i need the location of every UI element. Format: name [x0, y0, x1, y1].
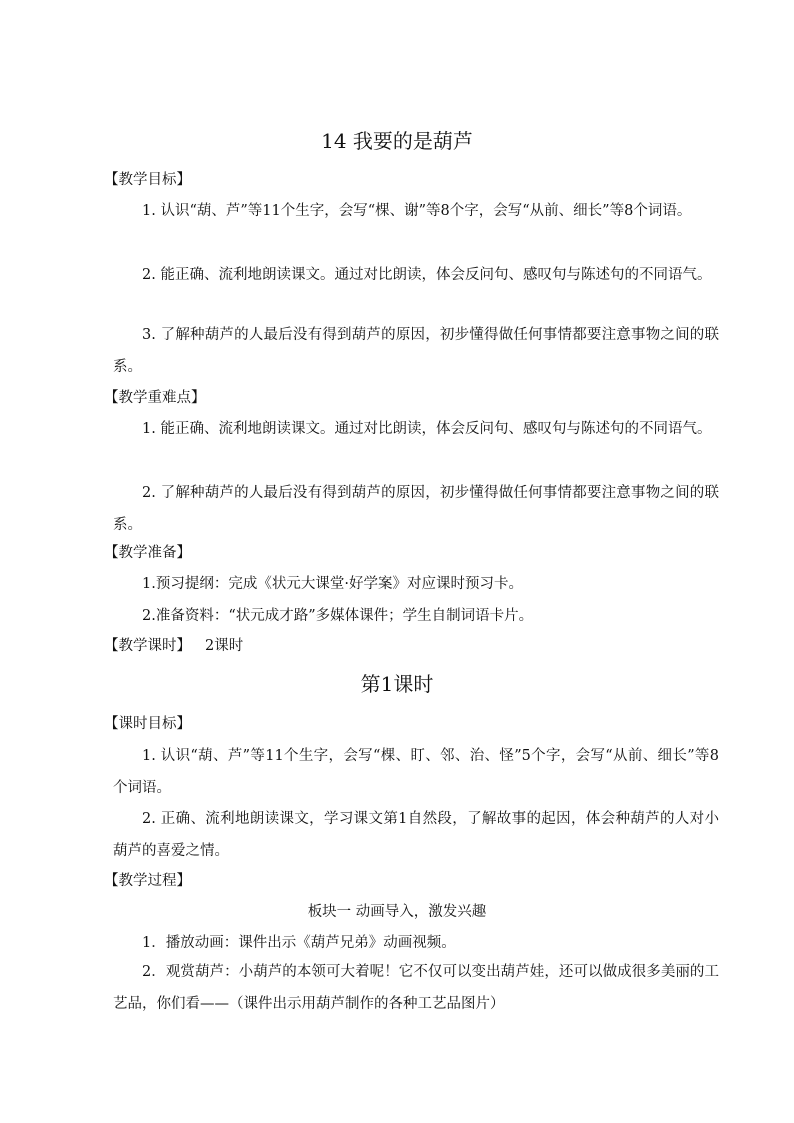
document-title: 14 我要的是葫芦	[321, 129, 473, 153]
prep-item-2: 2.准备资料：“状元成才路”多媒体课件；学生自制词语卡片。	[142, 608, 534, 624]
prep-heading: 【教学准备】	[104, 545, 191, 561]
process-item-1: 1．播放动画：课件出示《葫芦兄弟》动画视频。	[142, 935, 456, 951]
process-block-title: 板块一 动画导入，激发兴趣	[307, 904, 487, 920]
goals-item-3: 3. 了解种葫芦的人最后没有得到葫芦的原因，初步懂得做任何事情都要注意事物之间的联系。	[113, 327, 719, 375]
hours-value: 2课时	[205, 638, 244, 654]
goals-item-2: 2. 能正确、流利地朗读课文。通过对比朗读，体会反问句、感叹句与陈述句的不同语气。	[142, 267, 712, 283]
lesson1-title: 第1课时	[360, 672, 434, 696]
hours-heading: 【教学课时】	[104, 638, 191, 654]
hours-row	[104, 636, 243, 656]
keypoints-item-2: 2. 了解种葫芦的人最后没有得到葫芦的原因，初步懂得做任何事情都要注意事物之间的联系。	[113, 485, 719, 533]
lesson1-goals-item-1: 1. 认识“葫、芦”等11个生字，会写“棵、盯、邻、治、怪”5个字，会写“从前、细长”等8个词语。	[113, 748, 719, 796]
goals-heading: 【教学目标】	[104, 172, 191, 188]
goals-item-1: 1. 认识“葫、芦”等11个生字，会写“棵、谢”等8个字，会写“从前、细长”等8个词语。	[142, 203, 692, 219]
lesson1-goals-heading: 【课时目标】	[104, 716, 191, 732]
keypoints-item-1: 1. 能正确、流利地朗读课文。通过对比朗读，体会反问句、感叹句与陈述句的不同语气。	[142, 421, 712, 437]
process-item-2: 2．观赏葫芦：小葫芦的本领可大着呢！它不仅可以变出葫芦娃，还可以做成很多美丽的工艺品，你们看——（课件出示用葫芦制作的各种工艺品图片）	[113, 964, 719, 1012]
prep-item-1: 1.预习提纲：完成《状元大课堂·好学案》对应课时预习卡。	[142, 576, 523, 592]
process-heading: 【教学过程】	[104, 873, 191, 889]
lesson1-goals-item-2: 2. 正确、流利地朗读课文，学习课文第1自然段，了解故事的起因，体会种葫芦的人对小葫芦的喜爱之情。	[113, 811, 719, 859]
keypoints-heading: 【教学重难点】	[104, 390, 206, 406]
